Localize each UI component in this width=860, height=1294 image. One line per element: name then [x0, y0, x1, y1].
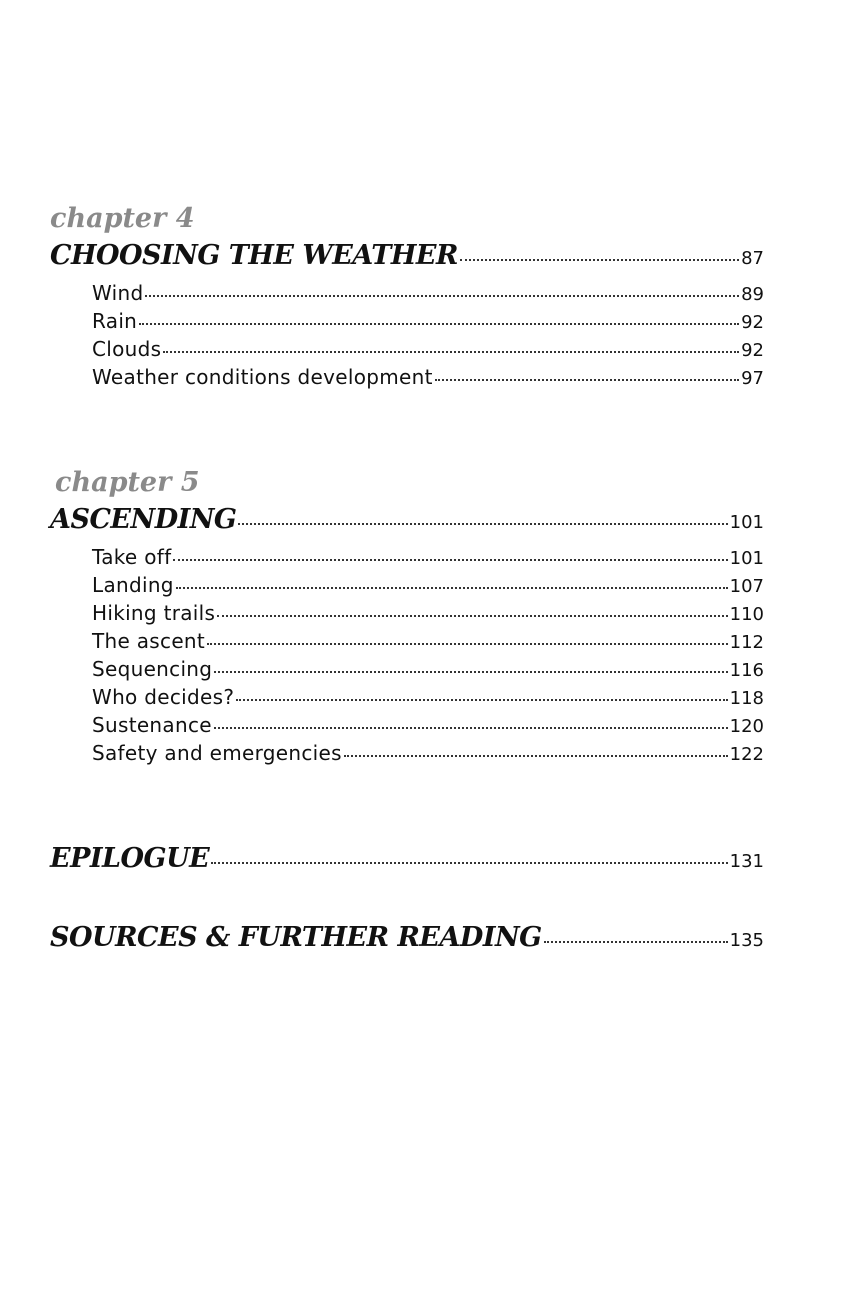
backmatter-title: EPILOGUE: [50, 843, 210, 874]
page-number: 101: [729, 512, 764, 533]
dot-leader: [238, 523, 727, 525]
toc-entry-section[interactable]: [92, 281, 764, 305]
section-title: Take off: [92, 545, 172, 569]
page-number: 92: [741, 340, 764, 361]
dot-leader: [544, 941, 728, 943]
page-number: 122: [729, 744, 764, 765]
section-title: Rain: [92, 309, 138, 333]
toc-entry-section[interactable]: [92, 573, 764, 597]
toc-entry-section[interactable]: [92, 365, 764, 389]
page-number: 110: [729, 604, 764, 625]
page-number: 120: [729, 716, 764, 737]
section-title: Sequencing: [92, 657, 213, 681]
toc-entry-section[interactable]: [92, 601, 764, 625]
dot-leader: [211, 862, 727, 864]
page-number: 131: [729, 851, 764, 872]
backmatter-title: SOURCES & FURTHER READING: [50, 922, 542, 953]
section-title: Hiking trails: [92, 601, 216, 625]
dot-leader: [145, 295, 739, 297]
toc-entry-section[interactable]: [92, 713, 764, 737]
toc-entry-section[interactable]: [92, 337, 764, 361]
dot-leader: [460, 259, 739, 261]
dot-leader: [139, 323, 739, 325]
page-number: 89: [741, 284, 764, 305]
dot-leader: [214, 727, 728, 729]
chapter-label: chapter 5: [55, 467, 200, 498]
toc-entry-section[interactable]: [92, 545, 764, 569]
dot-leader: [214, 671, 727, 673]
toc-entry-section[interactable]: [92, 629, 764, 653]
section-title: Landing: [92, 573, 174, 597]
page-number: 92: [741, 312, 764, 333]
dot-leader: [236, 699, 727, 701]
chapter-title: ASCENDING: [50, 504, 237, 535]
page-number: 116: [729, 660, 764, 681]
dot-leader: [344, 755, 728, 757]
section-title: The ascent: [92, 629, 206, 653]
page-number: 118: [729, 688, 764, 709]
dot-leader: [176, 587, 728, 589]
toc-entry-sources[interactable]: [50, 922, 764, 953]
dot-leader: [207, 643, 728, 645]
dot-leader: [435, 379, 739, 381]
toc-entry-section[interactable]: [92, 685, 764, 709]
chapter-title: CHOOSING THE WEATHER: [50, 240, 458, 271]
chapter-label: chapter 4: [50, 203, 195, 234]
toc-entry-chapter-5[interactable]: [50, 504, 764, 535]
section-title: Wind: [92, 281, 144, 305]
toc-entry-chapter-4[interactable]: [50, 240, 764, 271]
dot-leader: [163, 351, 739, 353]
toc-entry-section[interactable]: [92, 309, 764, 333]
section-title: Weather conditions development: [92, 365, 433, 389]
page-number: 107: [729, 576, 764, 597]
section-title: Safety and emergencies: [92, 741, 342, 765]
page-number: 101: [729, 548, 764, 569]
section-title: Who decides?: [92, 685, 235, 709]
toc-entry-section[interactable]: [92, 657, 764, 681]
section-title: Sustenance: [92, 713, 212, 737]
dot-leader: [217, 615, 727, 617]
page-number: 135: [729, 930, 764, 951]
toc-entry-section[interactable]: [92, 741, 764, 765]
dot-leader: [173, 559, 727, 561]
page-number: 97: [741, 368, 764, 389]
page-number: 112: [729, 632, 764, 653]
section-title: Clouds: [92, 337, 162, 361]
page-number: 87: [741, 248, 764, 269]
toc-entry-epilogue[interactable]: [50, 843, 764, 874]
